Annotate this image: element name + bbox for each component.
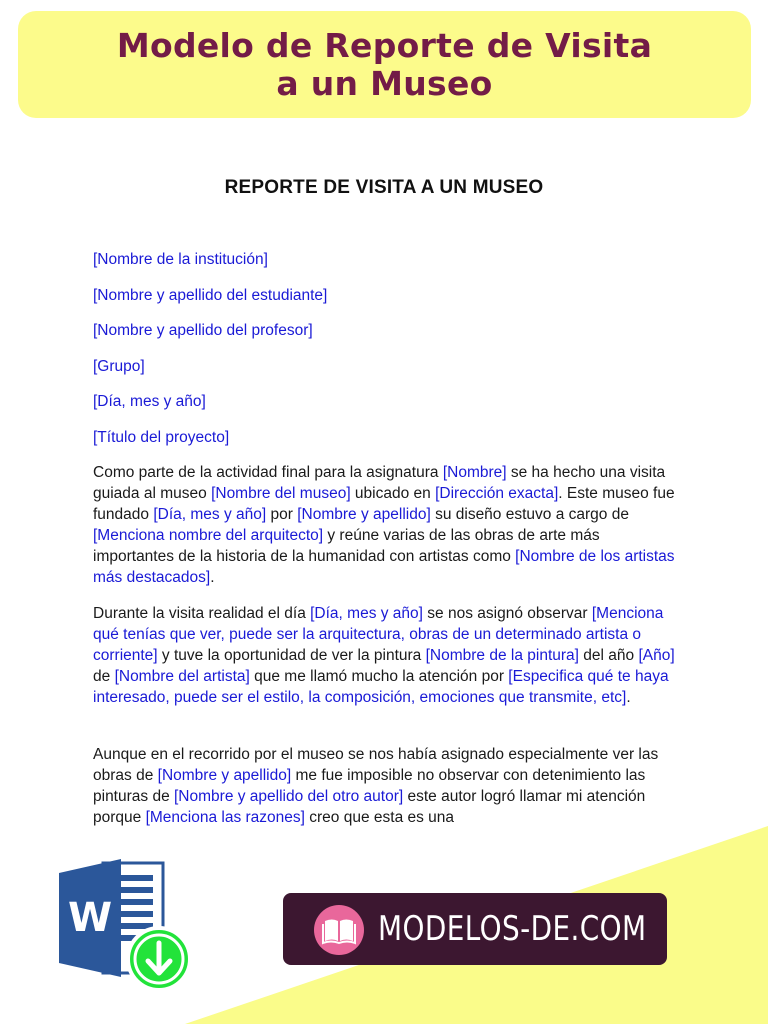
placeholder-text: [Menciona qué tenías que ver, puede ser la arquitectura, obras de un determinado artista o corriente] bbox=[93, 605, 664, 664]
title-line-2: a un Museo bbox=[276, 63, 493, 103]
body-text: que me llamó mucho la atención por bbox=[249, 668, 509, 685]
field-project-title: [Título del proyecto] bbox=[93, 428, 230, 446]
body-text: ubicado en bbox=[350, 485, 436, 502]
body-text: . bbox=[210, 569, 215, 586]
field-group: [Grupo] bbox=[93, 357, 145, 375]
placeholder-text: [Menciona nombre del arquitecto] bbox=[93, 527, 324, 544]
field-institution: [Nombre de la institución] bbox=[93, 251, 268, 268]
body-text: se ha hecho una visita guiada al museo bbox=[93, 464, 666, 502]
body-text: me fue imposible no observar con detenimiento las pinturas de bbox=[93, 767, 646, 805]
body-text: se nos asignó observar bbox=[422, 605, 592, 622]
body-text: este autor logró llamar mi atención porque bbox=[93, 788, 646, 826]
body-text: y tuve la oportunidad de ver la pintura bbox=[157, 647, 426, 664]
body-text: creo que esta es una bbox=[304, 809, 455, 826]
body-text: Como parte de la actividad final para la asignatura bbox=[93, 464, 443, 481]
placeholder-text: [Nombre] bbox=[442, 464, 507, 481]
body-text: por bbox=[266, 506, 298, 523]
field-date: [Día, mes y año] bbox=[93, 393, 206, 411]
title-line-1: Modelo de Reporte de Visita bbox=[116, 25, 653, 65]
placeholder-text: [Nombre del artista] bbox=[114, 668, 250, 685]
placeholder-text: [Día, mes y año] bbox=[310, 605, 423, 622]
placeholder-text: [Nombre y apellido del otro autor] bbox=[174, 788, 404, 805]
paragraph-3 bbox=[93, 744, 683, 828]
word-download-icon[interactable] bbox=[55, 853, 195, 998]
field-teacher-name: [Nombre y apellido del profesor] bbox=[93, 322, 313, 340]
book-icon bbox=[314, 905, 364, 955]
placeholder-text: [Nombre y apellido] bbox=[297, 506, 431, 523]
placeholder-text: [Día, mes y año] bbox=[153, 506, 267, 523]
body-text: y reúne varias de las obras de arte más importantes de la historia de la humanidad con artistas como bbox=[93, 527, 600, 565]
placeholder-text: [Año] bbox=[638, 647, 675, 664]
document-heading: REPORTE DE VISITA A UN MUSEO bbox=[224, 177, 544, 198]
body-text: Aunque en el recorrido por el museo se nos había asignado especialmente ver las obras de bbox=[93, 746, 659, 784]
placeholder-text: [Dirección exacta] bbox=[435, 485, 559, 502]
placeholder-text: [Nombre y apellido] bbox=[157, 767, 292, 784]
title-banner bbox=[18, 11, 751, 118]
body-text: su diseño estuvo a cargo de bbox=[430, 506, 629, 523]
body-text: . Este museo fue fundado bbox=[93, 485, 675, 523]
field-student-name: [Nombre y apellido del estudiante] bbox=[93, 286, 328, 304]
paragraph-2 bbox=[93, 603, 683, 708]
placeholder-text: [Nombre del museo] bbox=[211, 485, 351, 502]
body-text: . bbox=[626, 689, 631, 706]
placeholder-text: [Nombre de la pintura] bbox=[425, 647, 579, 664]
body-text: Durante la visita realidad el día bbox=[93, 605, 311, 622]
body-text: del año bbox=[578, 647, 639, 664]
placeholder-text: [Nombre de los artistas más destacados] bbox=[93, 548, 675, 586]
paragraph-1 bbox=[93, 462, 683, 588]
header-fields bbox=[93, 249, 327, 463]
word-letter: W bbox=[68, 895, 113, 941]
placeholder-text: [Especifica qué te haya interesado, puede ser el estilo, la composición, emociones que transmite, etc] bbox=[93, 668, 669, 706]
brand-badge-link[interactable] bbox=[283, 893, 667, 965]
placeholder-text: [Menciona las razones] bbox=[145, 809, 305, 826]
body-text: de bbox=[93, 668, 115, 685]
brand-name: MODELOS-DE.COM bbox=[378, 909, 647, 949]
